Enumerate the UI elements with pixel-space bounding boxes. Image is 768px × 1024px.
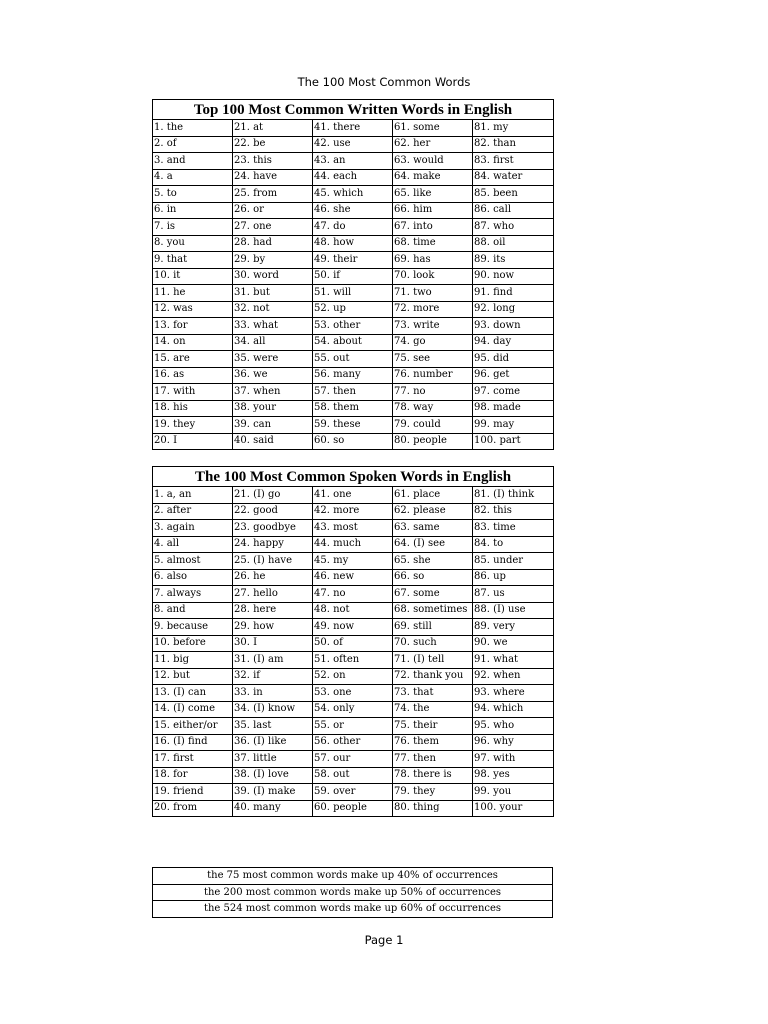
spoken-table-row (153, 536, 554, 553)
spoken-word-cell: 61. place (393, 487, 473, 504)
written-word-cell: 34. all (233, 334, 313, 351)
written-word-cell: 75. see (393, 351, 473, 368)
written-word-cell: 54. about (313, 334, 393, 351)
spoken-word-cell: 75. their (393, 718, 473, 735)
written-word-cell: 3. and (153, 153, 233, 170)
written-word-cell: 53. other (313, 318, 393, 335)
spoken-table-row (153, 734, 554, 751)
spoken-word-cell: 54. only (313, 701, 393, 718)
written-word-cell: 16. as (153, 367, 233, 384)
written-word-cell: 93. down (473, 318, 554, 335)
written-word-cell: 39. can (233, 417, 313, 434)
spoken-word-cell: 55. or (313, 718, 393, 735)
spoken-table-row (153, 718, 554, 735)
written-word-cell: 86. call (473, 202, 554, 219)
written-word-cell: 67. into (393, 219, 473, 236)
written-table-row (153, 400, 554, 417)
spoken-word-cell: 74. the (393, 701, 473, 718)
spoken-word-cell: 30. I (233, 635, 313, 652)
written-table-row (153, 268, 554, 285)
written-table-row (153, 136, 554, 153)
written-word-cell: 83. first (473, 153, 554, 170)
spoken-word-cell: 19. friend (153, 784, 233, 801)
spoken-table-row (153, 685, 554, 702)
spoken-word-cell: 68. sometimes (393, 602, 473, 619)
spoken-word-cell: 21. (I) go (233, 487, 313, 504)
spoken-word-cell: 85. under (473, 553, 554, 570)
spoken-word-cell: 18. for (153, 767, 233, 784)
spoken-table-heading: The 100 Most Common Spoken Words in English (153, 467, 554, 487)
spoken-word-cell: 87. us (473, 586, 554, 603)
spoken-table-row (153, 619, 554, 636)
written-table-heading: Top 100 Most Common Written Words in English (153, 100, 554, 120)
spoken-table-row (153, 602, 554, 619)
spoken-table-row (153, 652, 554, 669)
spoken-word-cell: 93. where (473, 685, 554, 702)
written-word-cell: 18. his (153, 400, 233, 417)
written-table-row (153, 252, 554, 269)
written-word-cell: 85. been (473, 186, 554, 203)
written-word-cell: 31. but (233, 285, 313, 302)
stats-row (153, 868, 553, 885)
written-word-cell: 7. is (153, 219, 233, 236)
written-word-cell: 22. be (233, 136, 313, 153)
spoken-word-cell: 84. to (473, 536, 554, 553)
written-word-cell: 79. could (393, 417, 473, 434)
spoken-word-cell: 44. much (313, 536, 393, 553)
written-word-cell: 97. come (473, 384, 554, 401)
written-word-cell: 60. so (313, 433, 393, 450)
written-table-row (153, 169, 554, 186)
spoken-word-cell: 22. good (233, 503, 313, 520)
written-word-cell: 13. for (153, 318, 233, 335)
written-words-body (153, 100, 554, 450)
spoken-word-cell: 71. (I) tell (393, 652, 473, 669)
written-table-row (153, 351, 554, 368)
written-table-row (153, 301, 554, 318)
spoken-word-cell: 98. yes (473, 767, 554, 784)
spoken-word-cell: 82. this (473, 503, 554, 520)
written-word-cell: 42. use (313, 136, 393, 153)
written-word-cell: 69. has (393, 252, 473, 269)
stats-row (153, 901, 553, 918)
written-word-cell: 43. an (313, 153, 393, 170)
written-word-cell: 87. who (473, 219, 554, 236)
spoken-word-cell: 9. because (153, 619, 233, 636)
written-word-cell: 4. a (153, 169, 233, 186)
spoken-word-cell: 70. such (393, 635, 473, 652)
written-table-row (153, 318, 554, 335)
written-word-cell: 52. up (313, 301, 393, 318)
written-word-cell: 10. it (153, 268, 233, 285)
spoken-word-cell: 46. new (313, 569, 393, 586)
written-word-cell: 26. or (233, 202, 313, 219)
spoken-word-cell: 36. (I) like (233, 734, 313, 751)
written-word-cell: 40. said (233, 433, 313, 450)
spoken-word-cell: 34. (I) know (233, 701, 313, 718)
written-word-cell: 8. you (153, 235, 233, 252)
spoken-word-cell: 100. your (473, 800, 554, 817)
spoken-heading-row (153, 467, 554, 487)
spoken-table-row (153, 784, 554, 801)
spoken-word-cell: 37. little (233, 751, 313, 768)
written-word-cell: 11. he (153, 285, 233, 302)
written-word-cell: 66. him (393, 202, 473, 219)
written-word-cell: 92. long (473, 301, 554, 318)
spoken-table-row (153, 635, 554, 652)
written-word-cell: 89. its (473, 252, 554, 269)
written-word-cell: 32. not (233, 301, 313, 318)
spoken-table-row (153, 520, 554, 537)
written-word-cell: 70. look (393, 268, 473, 285)
written-table-row (153, 219, 554, 236)
spoken-word-cell: 23. goodbye (233, 520, 313, 537)
written-word-cell: 96. get (473, 367, 554, 384)
written-table-row (153, 384, 554, 401)
spoken-table-row (153, 767, 554, 784)
written-word-cell: 63. would (393, 153, 473, 170)
written-word-cell: 57. then (313, 384, 393, 401)
written-word-cell: 77. no (393, 384, 473, 401)
spoken-word-cell: 8. and (153, 602, 233, 619)
spoken-word-cell: 24. happy (233, 536, 313, 553)
written-word-cell: 17. with (153, 384, 233, 401)
written-word-cell: 55. out (313, 351, 393, 368)
spoken-word-cell: 14. (I) come (153, 701, 233, 718)
written-word-cell: 21. at (233, 120, 313, 137)
written-word-cell: 100. part (473, 433, 554, 450)
spoken-word-cell: 25. (I) have (233, 553, 313, 570)
written-word-cell: 45. which (313, 186, 393, 203)
spoken-word-cell: 48. not (313, 602, 393, 619)
written-heading-row (153, 100, 554, 120)
written-word-cell: 30. word (233, 268, 313, 285)
spoken-word-cell: 94. which (473, 701, 554, 718)
spoken-word-cell: 77. then (393, 751, 473, 768)
spoken-word-cell: 64. (I) see (393, 536, 473, 553)
spoken-word-cell: 29. how (233, 619, 313, 636)
spoken-word-cell: 51. often (313, 652, 393, 669)
spoken-word-cell: 63. same (393, 520, 473, 537)
written-word-cell: 81. my (473, 120, 554, 137)
spoken-word-cell: 90. we (473, 635, 554, 652)
written-word-cell: 24. have (233, 169, 313, 186)
spoken-word-cell: 81. (I) think (473, 487, 554, 504)
written-word-cell: 73. write (393, 318, 473, 335)
written-word-cell: 71. two (393, 285, 473, 302)
written-word-cell: 25. from (233, 186, 313, 203)
spoken-word-cell: 20. from (153, 800, 233, 817)
written-word-cell: 23. this (233, 153, 313, 170)
written-word-cell: 15. are (153, 351, 233, 368)
spoken-word-cell: 11. big (153, 652, 233, 669)
spoken-word-cell: 16. (I) find (153, 734, 233, 751)
written-word-cell: 76. number (393, 367, 473, 384)
spoken-word-cell: 80. thing (393, 800, 473, 817)
spoken-table-row (153, 586, 554, 603)
spoken-word-cell: 28. here (233, 602, 313, 619)
written-word-cell: 51. will (313, 285, 393, 302)
written-table-row (153, 235, 554, 252)
spoken-word-cell: 6. also (153, 569, 233, 586)
written-word-cell: 6. in (153, 202, 233, 219)
written-word-cell: 72. more (393, 301, 473, 318)
spoken-word-cell: 83. time (473, 520, 554, 537)
written-word-cell: 20. I (153, 433, 233, 450)
written-word-cell: 41. there (313, 120, 393, 137)
spoken-word-cell: 92. when (473, 668, 554, 685)
spoken-word-cell: 40. many (233, 800, 313, 817)
spoken-table-row (153, 503, 554, 520)
written-word-cell: 59. these (313, 417, 393, 434)
written-word-cell: 1. the (153, 120, 233, 137)
spoken-table-row (153, 800, 554, 817)
spoken-word-cell: 5. almost (153, 553, 233, 570)
written-word-cell: 98. made (473, 400, 554, 417)
written-word-cell: 48. how (313, 235, 393, 252)
spoken-word-cell: 73. that (393, 685, 473, 702)
stats-cell: the 524 most common words make up 60% of occurrences (153, 901, 553, 918)
written-word-cell: 29. by (233, 252, 313, 269)
spoken-word-cell: 3. again (153, 520, 233, 537)
spoken-word-cell: 89. very (473, 619, 554, 636)
spoken-word-cell: 58. out (313, 767, 393, 784)
spoken-word-cell: 52. on (313, 668, 393, 685)
written-word-cell: 14. on (153, 334, 233, 351)
spoken-words-body (153, 467, 554, 817)
written-word-cell: 33. what (233, 318, 313, 335)
written-word-cell: 19. they (153, 417, 233, 434)
written-word-cell: 61. some (393, 120, 473, 137)
written-word-cell: 90. now (473, 268, 554, 285)
written-table-row (153, 153, 554, 170)
spoken-table-row (153, 553, 554, 570)
spoken-word-cell: 32. if (233, 668, 313, 685)
written-words-table (152, 99, 554, 450)
written-word-cell: 82. than (473, 136, 554, 153)
occurrence-stats-table (152, 867, 553, 918)
spoken-word-cell: 38. (I) love (233, 767, 313, 784)
spoken-word-cell: 43. most (313, 520, 393, 537)
spoken-word-cell: 49. now (313, 619, 393, 636)
page-number: Page 1 (364, 933, 404, 947)
document-title: The 100 Most Common Words (297, 75, 471, 89)
stats-row (153, 884, 553, 901)
spoken-word-cell: 45. my (313, 553, 393, 570)
written-table-row (153, 334, 554, 351)
spoken-word-cell: 17. first (153, 751, 233, 768)
spoken-word-cell: 12. but (153, 668, 233, 685)
spoken-word-cell: 7. always (153, 586, 233, 603)
spoken-word-cell: 35. last (233, 718, 313, 735)
spoken-word-cell: 13. (I) can (153, 685, 233, 702)
spoken-word-cell: 91. what (473, 652, 554, 669)
stats-cell: the 200 most common words make up 50% of occurrences (153, 884, 553, 901)
written-word-cell: 56. many (313, 367, 393, 384)
spoken-words-table (152, 466, 554, 817)
written-word-cell: 5. to (153, 186, 233, 203)
written-word-cell: 80. people (393, 433, 473, 450)
spoken-word-cell: 41. one (313, 487, 393, 504)
spoken-table-row (153, 569, 554, 586)
spoken-word-cell: 66. so (393, 569, 473, 586)
written-table-row (153, 120, 554, 137)
written-word-cell: 68. time (393, 235, 473, 252)
spoken-word-cell: 26. he (233, 569, 313, 586)
written-word-cell: 35. were (233, 351, 313, 368)
spoken-word-cell: 86. up (473, 569, 554, 586)
spoken-word-cell: 69. still (393, 619, 473, 636)
written-word-cell: 37. when (233, 384, 313, 401)
spoken-word-cell: 76. them (393, 734, 473, 751)
written-word-cell: 64. make (393, 169, 473, 186)
spoken-table-row (153, 701, 554, 718)
spoken-word-cell: 88. (I) use (473, 602, 554, 619)
written-word-cell: 38. your (233, 400, 313, 417)
spoken-word-cell: 99. you (473, 784, 554, 801)
written-word-cell: 49. their (313, 252, 393, 269)
written-word-cell: 27. one (233, 219, 313, 236)
spoken-word-cell: 65. she (393, 553, 473, 570)
written-word-cell: 36. we (233, 367, 313, 384)
spoken-word-cell: 27. hello (233, 586, 313, 603)
written-word-cell: 95. did (473, 351, 554, 368)
spoken-word-cell: 10. before (153, 635, 233, 652)
written-word-cell: 28. had (233, 235, 313, 252)
spoken-word-cell: 2. after (153, 503, 233, 520)
spoken-word-cell: 50. of (313, 635, 393, 652)
spoken-word-cell: 78. there is (393, 767, 473, 784)
stats-cell: the 75 most common words make up 40% of occurrences (153, 868, 553, 885)
spoken-word-cell: 67. some (393, 586, 473, 603)
spoken-word-cell: 60. people (313, 800, 393, 817)
written-word-cell: 9. that (153, 252, 233, 269)
spoken-word-cell: 57. our (313, 751, 393, 768)
spoken-table-row (153, 668, 554, 685)
spoken-word-cell: 97. with (473, 751, 554, 768)
spoken-word-cell: 53. one (313, 685, 393, 702)
spoken-word-cell: 42. more (313, 503, 393, 520)
spoken-table-row (153, 487, 554, 504)
written-table-row (153, 285, 554, 302)
spoken-word-cell: 95. who (473, 718, 554, 735)
written-table-row (153, 186, 554, 203)
written-word-cell: 12. was (153, 301, 233, 318)
spoken-word-cell: 62. please (393, 503, 473, 520)
spoken-word-cell: 1. a, an (153, 487, 233, 504)
spoken-word-cell: 31. (I) am (233, 652, 313, 669)
written-table-row (153, 417, 554, 434)
written-word-cell: 58. them (313, 400, 393, 417)
spoken-word-cell: 56. other (313, 734, 393, 751)
written-word-cell: 47. do (313, 219, 393, 236)
spoken-word-cell: 39. (I) make (233, 784, 313, 801)
spoken-word-cell: 33. in (233, 685, 313, 702)
written-table-row (153, 367, 554, 384)
written-word-cell: 84. water (473, 169, 554, 186)
written-word-cell: 65. like (393, 186, 473, 203)
written-word-cell: 2. of (153, 136, 233, 153)
written-word-cell: 78. way (393, 400, 473, 417)
written-word-cell: 44. each (313, 169, 393, 186)
spoken-word-cell: 96. why (473, 734, 554, 751)
written-word-cell: 62. her (393, 136, 473, 153)
written-word-cell: 46. she (313, 202, 393, 219)
written-word-cell: 50. if (313, 268, 393, 285)
spoken-table-row (153, 751, 554, 768)
spoken-word-cell: 4. all (153, 536, 233, 553)
spoken-word-cell: 79. they (393, 784, 473, 801)
spoken-word-cell: 72. thank you (393, 668, 473, 685)
spoken-word-cell: 47. no (313, 586, 393, 603)
written-table-row (153, 433, 554, 450)
spoken-word-cell: 59. over (313, 784, 393, 801)
written-word-cell: 99. may (473, 417, 554, 434)
spoken-word-cell: 15. either/or (153, 718, 233, 735)
written-word-cell: 88. oil (473, 235, 554, 252)
written-word-cell: 91. find (473, 285, 554, 302)
written-word-cell: 94. day (473, 334, 554, 351)
written-table-row (153, 202, 554, 219)
written-word-cell: 74. go (393, 334, 473, 351)
